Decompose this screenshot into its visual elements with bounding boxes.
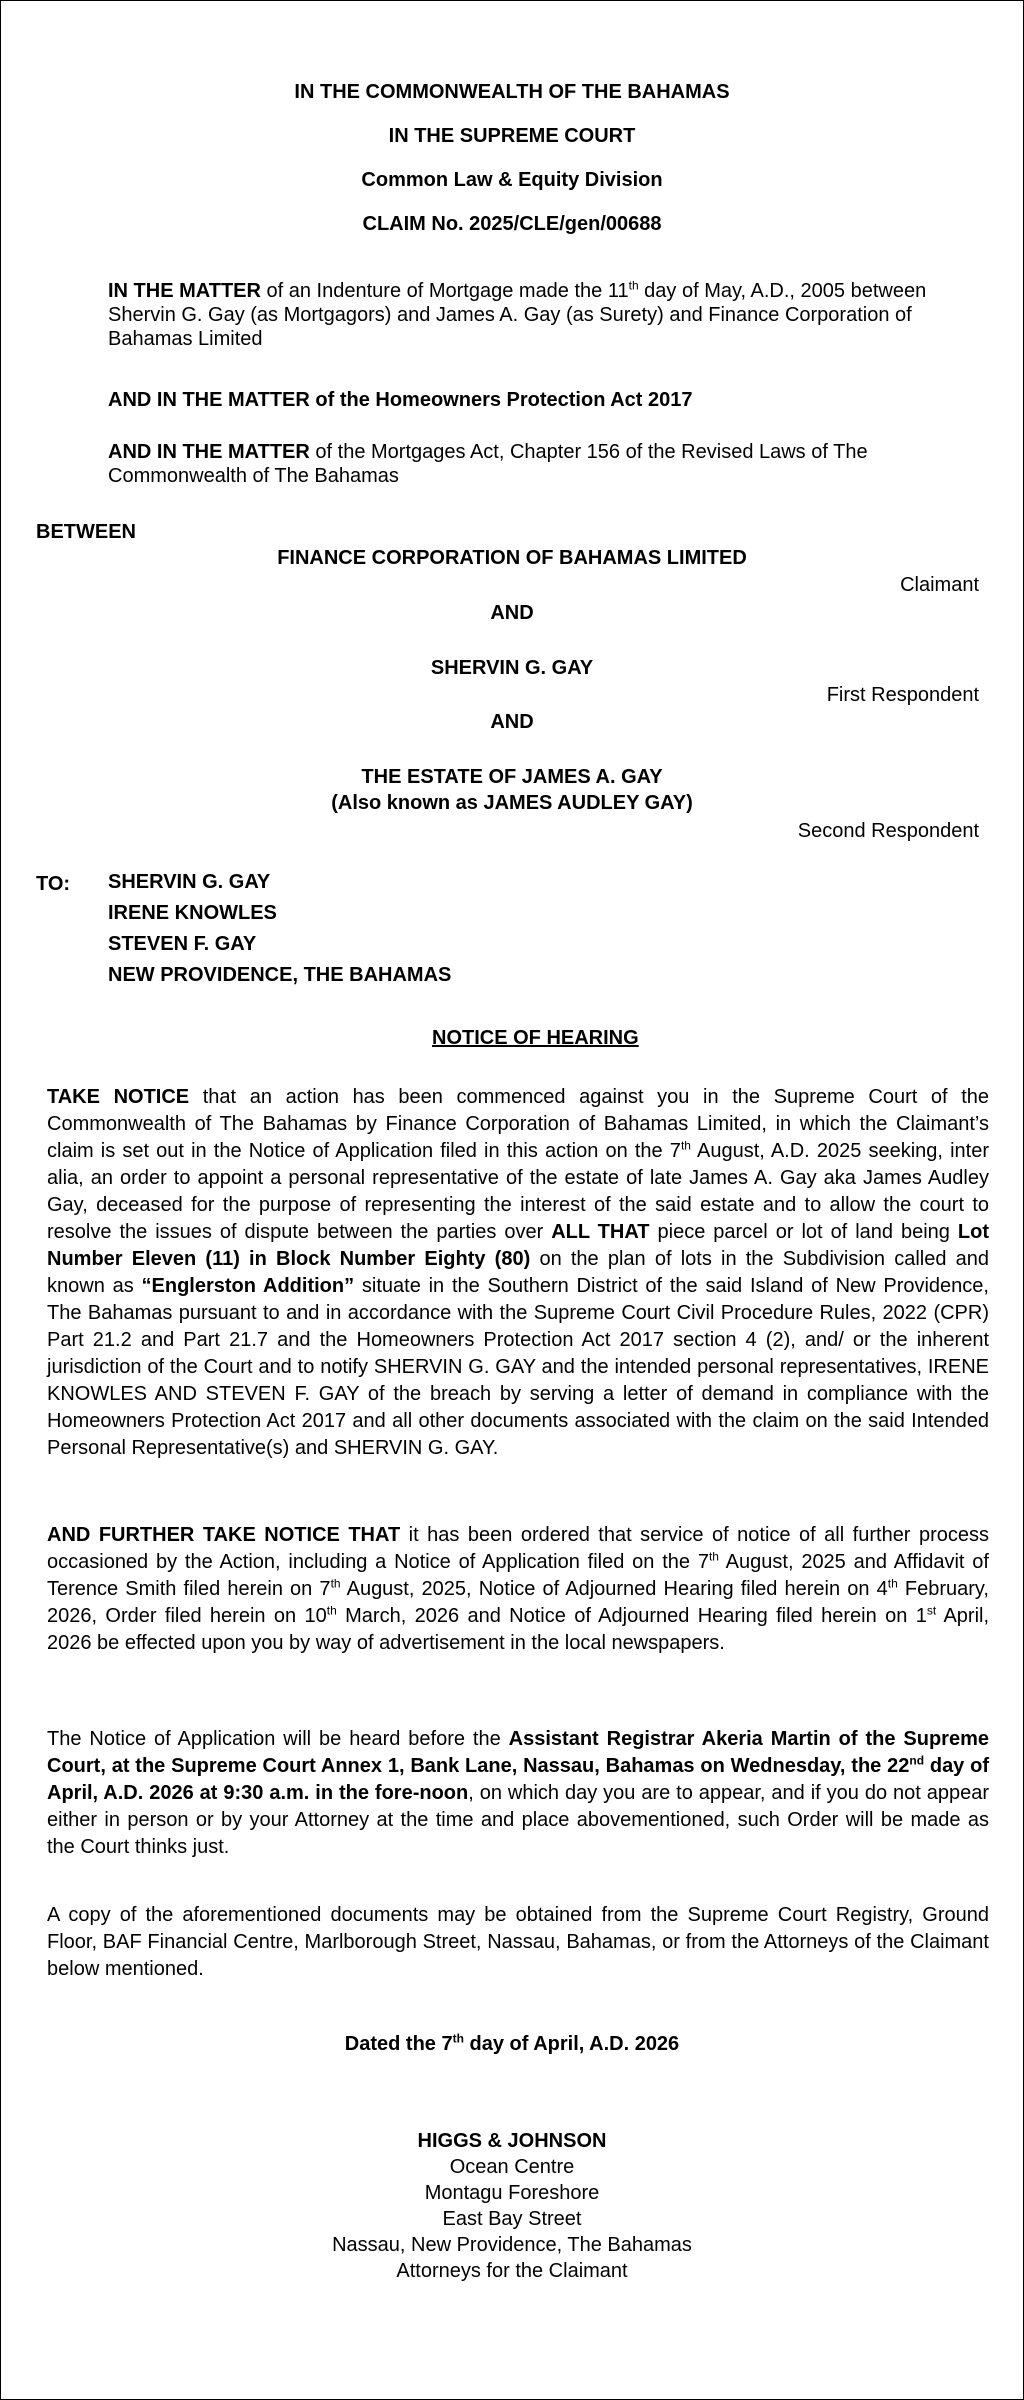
- superscript: th: [628, 278, 639, 293]
- paragraph-bold: Assistant Registrar Akeria Martin of the Supreme Court, at the Supreme Court Annex 1, Bank Lane, Nassau, Bahamas on Wednesday, the 22: [47, 1728, 989, 1777]
- attorney-firm-name: HIGGS & JOHNSON: [417, 2130, 607, 2152]
- matter-lead: AND IN THE MATTER: [108, 441, 310, 463]
- paragraph-text: August, A.D. 2025 seeking, inter alia, an order to appoint a personal representative of the estate of late James A. Gay aka James Audley Gay, deceased for the purpose of representing the interest of the said estate and to allow the court to resolve the issues of dispute between the parties over: [47, 1140, 990, 1243]
- paragraph-lead: TAKE NOTICE: [47, 1086, 190, 1108]
- paragraph-text: piece parcel or lot of land being: [649, 1221, 958, 1243]
- matter-lead: IN THE MATTER: [108, 280, 261, 302]
- superscript: th: [708, 1549, 719, 1564]
- first-respondent-role: First Respondent: [826, 684, 979, 706]
- addressee-location: NEW PROVIDENCE, THE BAHAMAS: [108, 964, 452, 986]
- addressee-name: SHERVIN G. GAY: [108, 871, 271, 893]
- attorney-address-line: East Bay Street: [442, 2208, 582, 2230]
- documents-paragraph: A copy of the aforementioned documents may be obtained from the Supreme Court Registry, Ground Floor, BAF Financial Centre, Marlborough Street, Nassau, Bahamas, or from the Attorneys of the Claimant below mentioned.: [47, 1904, 989, 1980]
- second-respondent-role: Second Respondent: [797, 820, 979, 842]
- attorney-address-line: Ocean Centre: [449, 2156, 575, 2178]
- addressee-name: IRENE KNOWLES: [108, 902, 277, 924]
- paragraph-text: April, 2026 be effected upon you by way of advertisement in the local newspapers.: [47, 1605, 990, 1654]
- paragraph-text: February, 2026, Order filed herein on 10: [47, 1578, 989, 1627]
- to-label: TO:: [36, 873, 71, 895]
- second-respondent-aka: (Also known as JAMES AUDLEY GAY): [331, 792, 693, 814]
- paragraph-text: , on which day you are to appear, and if you do not appear either in person or by your Attorney at the time and place abovementioned, such Order will be made as the Court thinks just.: [47, 1782, 990, 1858]
- matter-homeowners-act: AND IN THE MATTER of the Homeowners Protection Act 2017: [108, 389, 693, 411]
- paragraph-text: March, 2026 and Notice of Adjourned Hearing filed herein on 1: [336, 1605, 927, 1627]
- matter-indenture: [108, 279, 928, 351]
- further-notice-paragraph: [47, 1522, 989, 1657]
- superscript: th: [452, 2031, 464, 2046]
- attorney-address-line: Montagu Foreshore: [424, 2182, 600, 2204]
- paragraph-lead: AND FURTHER TAKE NOTICE THAT: [47, 1524, 401, 1546]
- matter-text: of an Indenture of Mortgage made the 11: [260, 280, 629, 302]
- matter-text: of the Mortgages Act, Chapter 156 of the Revised Laws of The Commonwealth of The Bahamas: [108, 441, 868, 487]
- and-separator: AND: [490, 602, 534, 624]
- dated-text: day of April, A.D. 2026: [463, 2033, 680, 2055]
- court-heading-supreme-court: IN THE SUPREME COURT: [388, 125, 636, 147]
- superscript: th: [330, 1576, 341, 1591]
- paragraph-text: on the plan of lots in the Subdivision called and known as: [47, 1248, 990, 1297]
- paragraph-bold: day of April, A.D. 2026 at 9:30 a.m. in the fore-noon: [47, 1755, 989, 1804]
- first-respondent-name: SHERVIN G. GAY: [430, 657, 594, 679]
- paragraph-text: August, 2025, Notice of Adjourned Hearing filed herein on 4: [340, 1578, 888, 1600]
- claimant-role: Claimant: [900, 574, 979, 596]
- paragraph-text: August, 2025 and Affidavit of Terence Smith filed herein on 7: [47, 1551, 989, 1600]
- attorney-address-line: Nassau, New Providence, The Bahamas: [332, 2234, 692, 2256]
- addressee-name: STEVEN F. GAY: [108, 933, 257, 955]
- dated-text: Dated the 7: [344, 2033, 453, 2055]
- superscript: th: [680, 1138, 691, 1153]
- paragraph-text: situate in the Southern District of the said Island of New Providence, The Bahamas pursuant to and in accordance with the Supreme Court Civil Procedure Rules, 2022 (CPR) Part 21.2 and Part 21.7 and the Homeowners Protection Act 2017 section 4 (2), and/ or the inherent jurisdiction of the Court and to notify SHERVIN G. GAY and the intended personal representatives, IRENE KNOWLES AND STEVEN F. GAY of the breach by serving a letter of demand in compliance with the Homeowners Protection Act 2017 and all other documents associated with the claim on the said Intended Personal Representative(s) and SHERVIN G. GAY.: [47, 1275, 989, 1459]
- court-heading-commonwealth: IN THE COMMONWEALTH OF THE BAHAMAS: [294, 81, 730, 103]
- claim-number: CLAIM No. 2025/CLE/gen/00688: [362, 213, 662, 235]
- superscript: nd: [909, 1753, 925, 1768]
- paragraph-text: it has been ordered that service of notice of all further process occasioned by the Action, including a Notice of Application filed on the 7: [47, 1524, 989, 1573]
- claimant-name: FINANCE CORPORATION OF BAHAMAS LIMITED: [277, 547, 747, 569]
- matter-text: day of May, A.D., 2005 between Shervin G. Gay (as Mortgagors) and James A. Gay (as Surety) and Finance Corporation of Bahamas Limited: [108, 280, 927, 350]
- paragraph-bold: ALL THAT: [551, 1221, 650, 1243]
- matter-mortgages-act: [108, 440, 928, 488]
- paragraph-text: The Notice of Application will be heard before the: [47, 1728, 509, 1750]
- second-respondent-name: THE ESTATE OF JAMES A. GAY: [361, 766, 663, 788]
- attorneys-block: [1, 2128, 1023, 2284]
- paragraph-text: that an action has been commenced against you in the Supreme Court of the Commonwealth of The Bahamas by Finance Corporation of Bahamas Limited, in which the Claimant’s claim is set out in the Notice of Application filed in this action on the 7: [47, 1086, 990, 1162]
- court-heading-division: Common Law & Equity Division: [361, 169, 663, 191]
- between-label: BETWEEN: [36, 521, 136, 543]
- addressee-list: [108, 867, 451, 991]
- superscript: th: [887, 1576, 898, 1591]
- and-separator: AND: [490, 711, 534, 733]
- take-notice-paragraph: [47, 1084, 989, 1462]
- superscript: st: [926, 1603, 937, 1618]
- paragraph-bold: Lot Number Eleven (11) in Block Number Eighty (80): [47, 1221, 989, 1270]
- notice-title: NOTICE OF HEARING: [432, 1027, 639, 1049]
- hearing-details-paragraph: [47, 1726, 989, 1861]
- dated-line: [1, 2033, 1023, 2056]
- attorney-role: Attorneys for the Claimant: [396, 2260, 628, 2282]
- paragraph-bold: “Englerston Addition”: [141, 1275, 355, 1297]
- superscript: th: [326, 1603, 337, 1618]
